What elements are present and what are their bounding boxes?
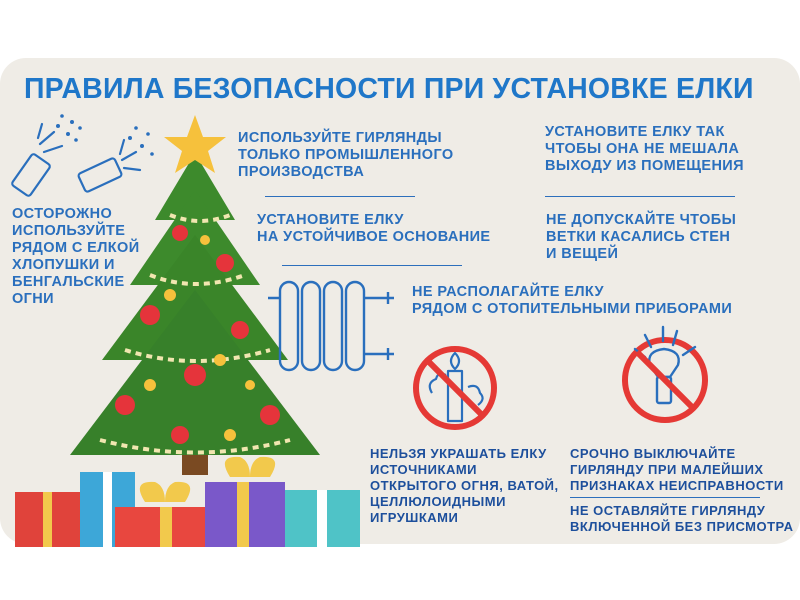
rule-firecrackers: ОСТОРОЖНО ИСПОЛЬЗУЙТЕ РЯДОМ С ЕЛКОЙ ХЛОПУШКИ И БЕНГАЛЬСКИЕ ОГНИ bbox=[12, 206, 140, 307]
divider bbox=[545, 196, 735, 197]
rule-unattended: НЕ ОСТАВЛЯЙТЕ ГИРЛЯНДУ ВКЛЮЧЕННОЙ БЕЗ ПРИСМОТРА bbox=[570, 503, 794, 534]
gift-boxes-icon bbox=[15, 452, 365, 547]
radiator-icon bbox=[268, 278, 408, 378]
rule-heaters: НЕ РАСПОЛАГАЙТЕ ЕЛКУ РЯДОМ С ОТОПИТЕЛЬНЫМИ ПРИБОРАМИ bbox=[412, 284, 733, 317]
rule-switch-off: СРОЧНО ВЫКЛЮЧАЙТЕ ГИРЛЯНДУ ПРИ МАЛЕЙШИХ ПРИЗНАКАХ НЕИСПРАВНОСТИ bbox=[570, 446, 784, 493]
rule-industrial-garlands: ИСПОЛЬЗУЙТЕ ГИРЛЯНДЫ ТОЛЬКО ПРОМЫШЛЕННОГО ПРОИЗВОДСТВА bbox=[238, 130, 454, 180]
page-title: ПРАВИЛА БЕЗОПАСНОСТИ ПРИ УСТАНОВКЕ ЕЛКИ bbox=[24, 73, 754, 105]
divider bbox=[570, 497, 760, 498]
rule-stable-base: УСТАНОВИТЕ ЕЛКУ НА УСТОЙЧИВОЕ ОСНОВАНИЕ bbox=[257, 212, 491, 245]
no-candle-icon bbox=[410, 343, 500, 433]
divider bbox=[282, 265, 462, 266]
rule-no-fire-decor: НЕЛЬЗЯ УКРАШАТЬ ЕЛКУ ИСТОЧНИКАМИ ОТКРЫТОГО ОГНЯ, ВАТОЙ, ЦЕЛЛЮЛОИДНЫМИ ИГРУШКАМИ bbox=[370, 446, 559, 525]
rule-walls: НЕ ДОПУСКАЙТЕ ЧТОБЫ ВЕТКИ КАСАЛИСЬ СТЕН И ВЕЩЕЙ bbox=[546, 212, 737, 262]
rule-not-block-exit: УСТАНОВИТЕ ЕЛКУ ТАК ЧТОБЫ ОНА НЕ МЕШАЛА ВЫХОДУ ИЗ ПОМЕЩЕНИЯ bbox=[545, 124, 744, 174]
broken-bulb-prohibited-icon bbox=[605, 325, 715, 425]
divider bbox=[265, 196, 415, 197]
